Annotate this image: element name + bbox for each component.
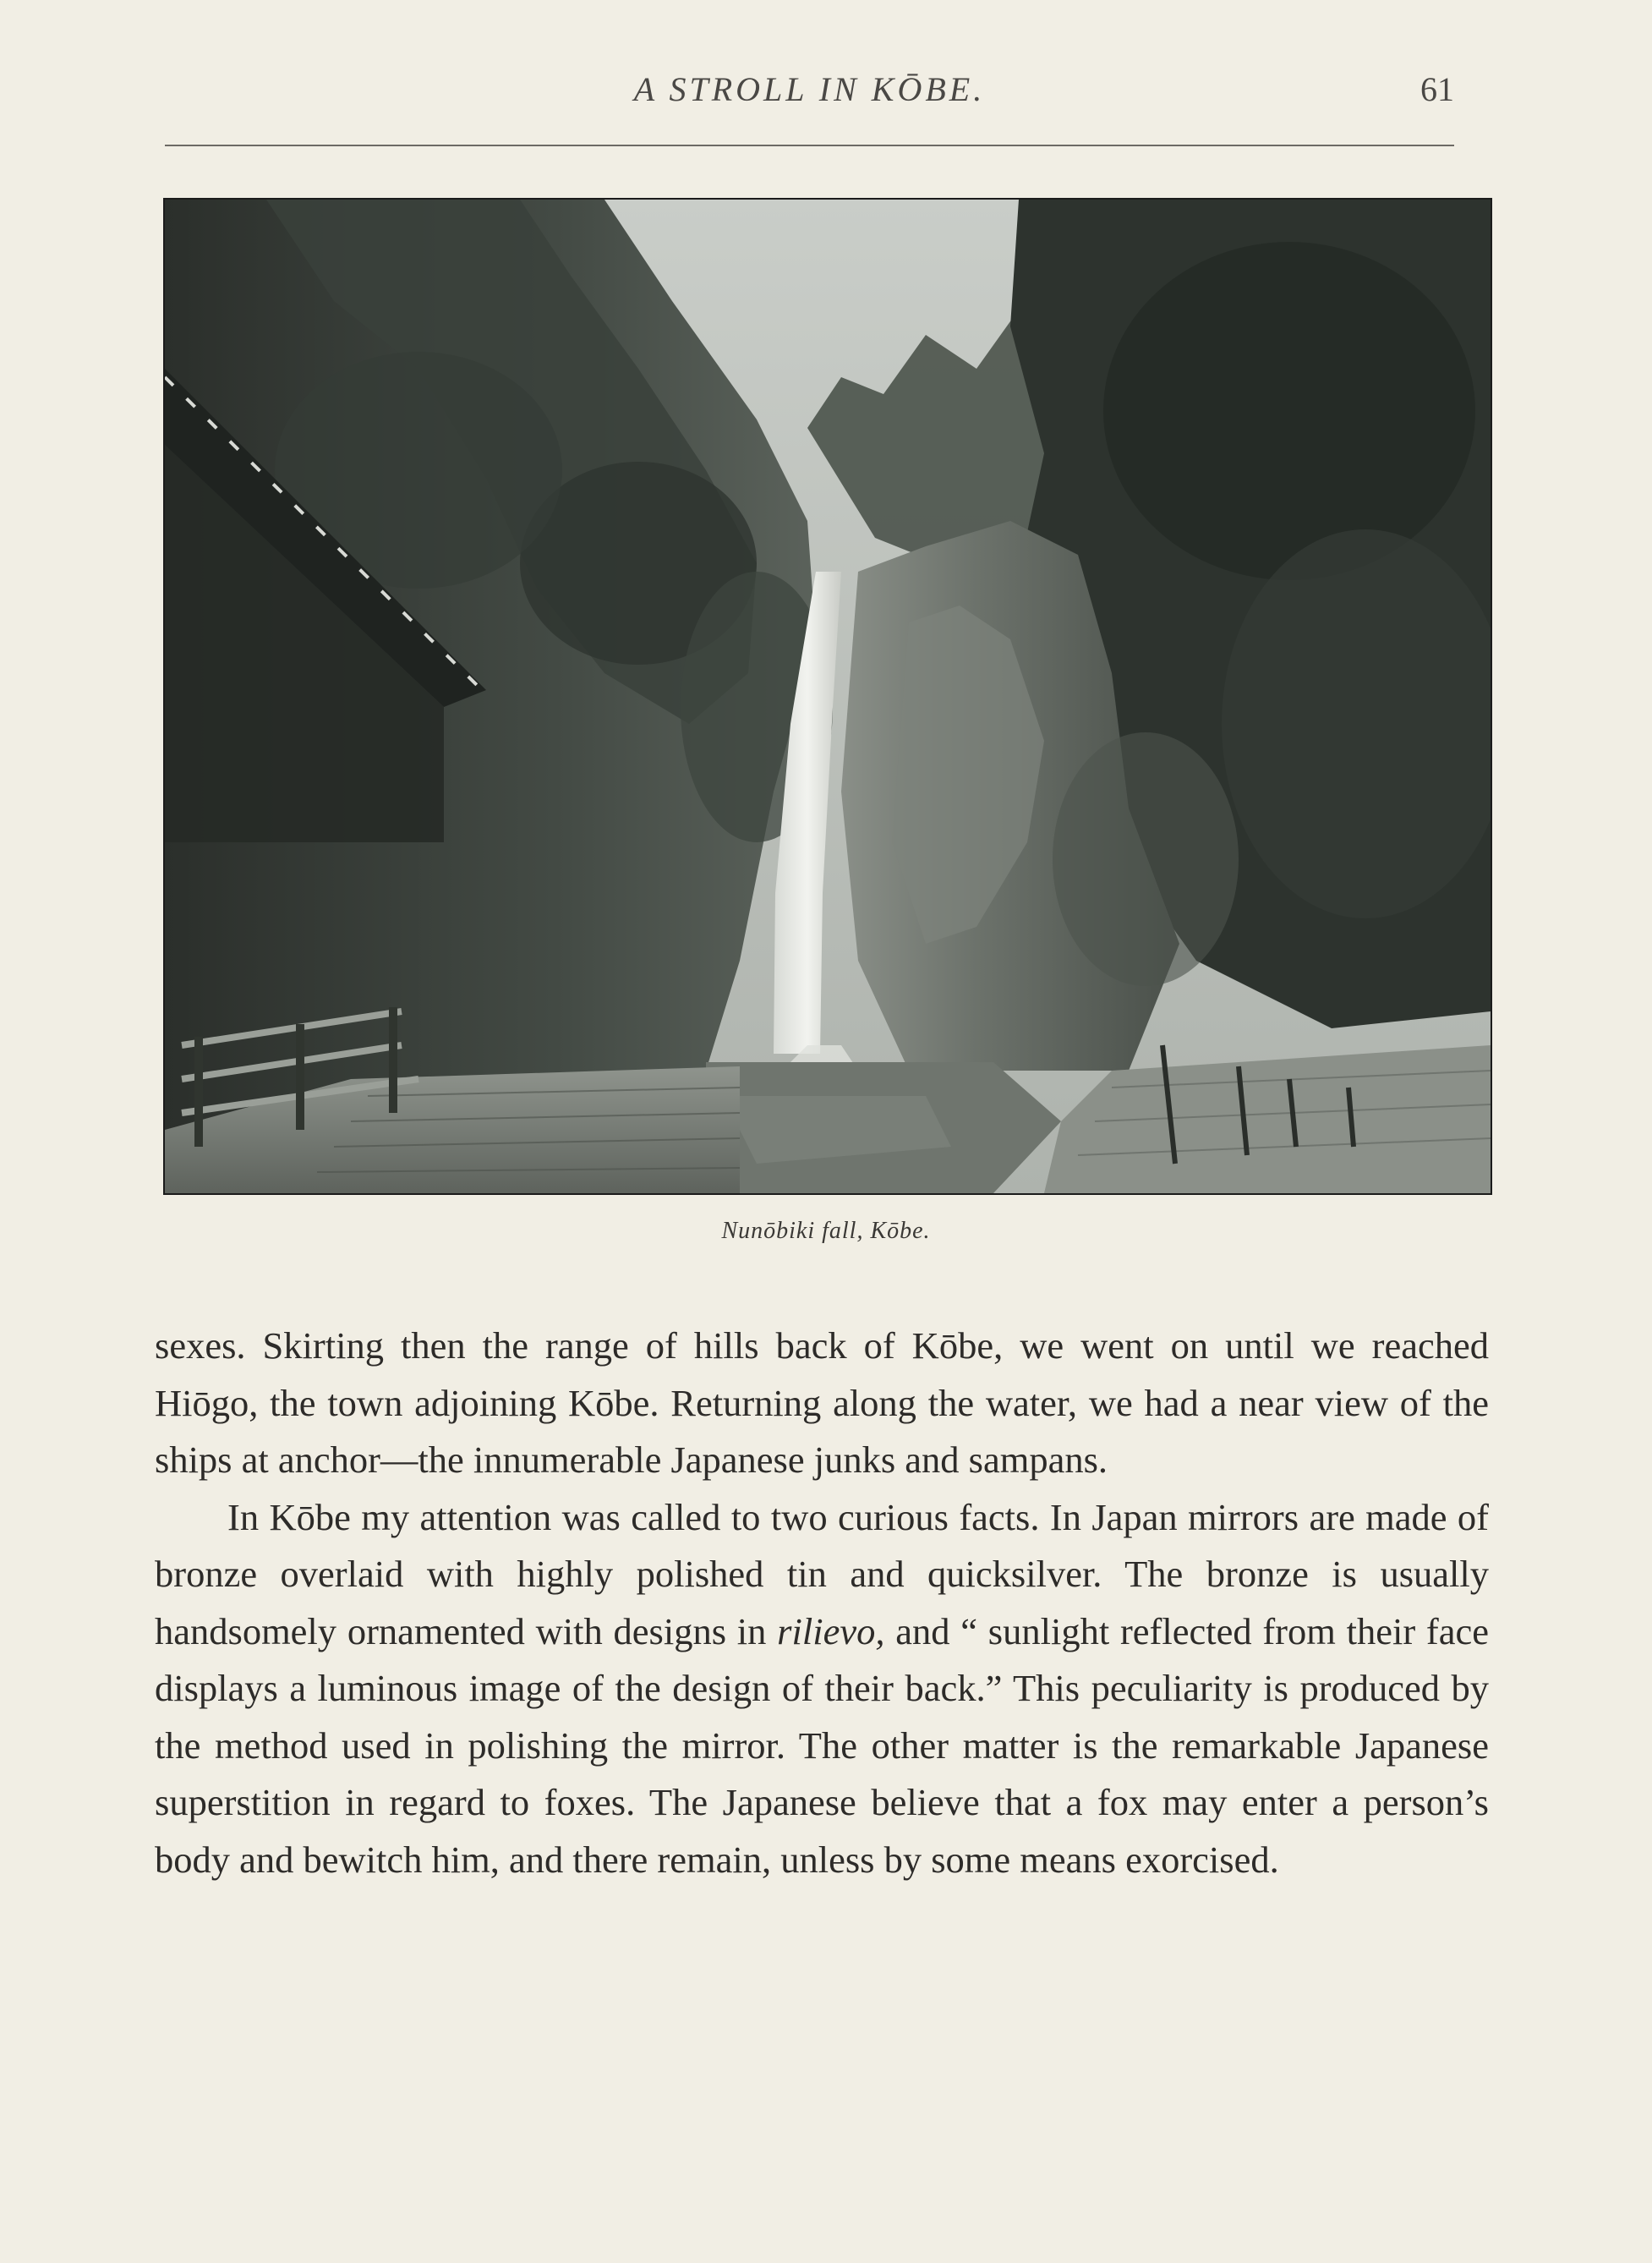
italic-term: rilievo, <box>777 1609 885 1652</box>
paragraph <box>155 1489 1489 1889</box>
waterfall-photograph <box>163 198 1492 1195</box>
body-text <box>155 1318 1489 1888</box>
header-rule <box>165 145 1454 146</box>
running-head: A STROLL IN KŌBE. <box>633 70 986 108</box>
paragraph: sexes. Skirting then the range of hills back of Kōbe, we went on until we reached Hiōgo, the town adjoining Kōbe. Returning along the water, we had a near view of the ships at anchor—the innumerable Japanese junks and sampans. <box>155 1324 1489 1481</box>
paragraph-text: In Kōbe my attention was called to two curious facts. In Japan mirrors are made of bronze overlaid with highly polished tin and quicksilver. The bronze is usually handsomely ornamented with designs in <box>155 1495 1489 1652</box>
figure-caption: Nunōbiki fall, Kōbe. <box>721 1218 931 1244</box>
paragraph-text: and “ sunlight reflected from their face displays a luminous image of the design of their back.” This peculiarity is produced by the method used in polishing the mirror. The other matter is the remarkable Japanese superstition in regard to foxes. The Japanese believe that a fox may enter a person’s body and bewitch him, and there remain, unless by some means exorcised. <box>155 1609 1489 1881</box>
page-number: 61 <box>1420 70 1454 108</box>
page-header <box>165 69 1454 120</box>
